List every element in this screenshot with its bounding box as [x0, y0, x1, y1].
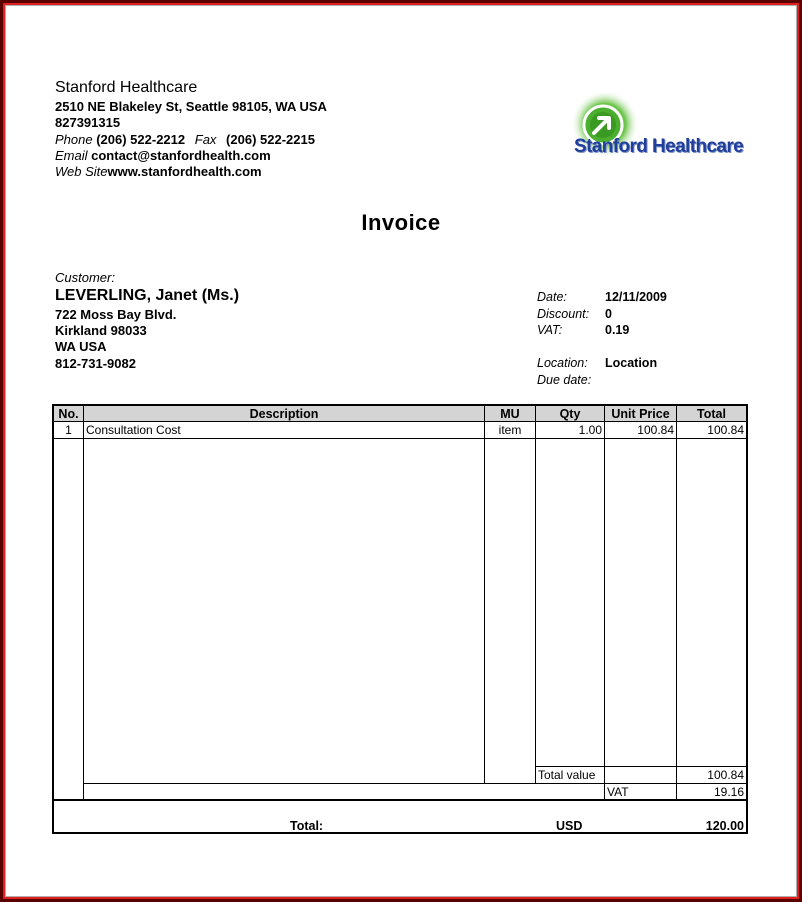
vat-label: VAT [607, 785, 629, 799]
customer-label: Customer: [55, 270, 115, 285]
email-label: Email [55, 148, 88, 163]
fax-label: Fax [194, 132, 217, 147]
customer-region: WA USA [55, 339, 107, 354]
customer-city: Kirkland 98033 [55, 323, 147, 338]
logo-wordmark: Stanford Healthcare [574, 136, 744, 157]
grand-total-label: Total: [290, 819, 324, 833]
header-unit-price: Unit Price [605, 406, 676, 422]
company-web-line [55, 164, 262, 179]
web-value: www.stanfordhealth.com [107, 164, 262, 179]
invoice-title: Invoice [361, 210, 441, 235]
customer-phone: 812-731-9082 [55, 356, 136, 371]
vat-rate-value: 0.19 [605, 323, 630, 337]
date-label: Date: [537, 290, 567, 304]
grand-total-rule [54, 799, 746, 801]
row-total: 100.84 [707, 423, 744, 437]
items-table [52, 404, 748, 834]
web-label: Web Site [55, 164, 108, 179]
company-address: 2510 NE Blakeley St, Seattle 98105, WA USA [55, 99, 327, 114]
row-unit-price: 100.84 [637, 423, 674, 437]
total-value-label: Total value [538, 768, 596, 782]
col-divider-no [83, 406, 84, 799]
row-mu: item [498, 423, 522, 437]
phone-label: Phone [55, 132, 93, 147]
header-qty: Qty [536, 406, 604, 422]
header-mu: MU [485, 406, 535, 422]
customer-street: 722 Moss Bay Blvd. [55, 307, 177, 322]
discount-label: Discount: [537, 307, 590, 321]
company-phone-line [55, 132, 315, 147]
row-description: Consultation Cost [86, 423, 181, 437]
total-value-amount: 100.84 [707, 768, 744, 782]
col-divider-description [484, 406, 485, 783]
fax-value: (206) 522-2215 [226, 132, 315, 147]
company-email-line [55, 148, 271, 163]
due-date-label: Due date: [537, 373, 592, 387]
header-total: Total [677, 406, 746, 422]
email-value: contact@stanfordhealth.com [91, 148, 271, 163]
vat-rule [83, 783, 746, 784]
company-id: 827391315 [55, 115, 121, 130]
row-rule [54, 438, 746, 439]
location-label: Location: [537, 356, 588, 370]
phone-value: (206) 522-2212 [96, 132, 186, 147]
col-divider-mu [535, 406, 536, 783]
customer-name: LEVERLING, Janet (Ms.) [55, 287, 240, 304]
company-name: Stanford Healthcare [55, 79, 198, 96]
header-description: Description [84, 406, 484, 422]
currency: USD [556, 819, 583, 833]
grand-total-amount: 120.00 [705, 819, 744, 833]
col-divider-unit-price [676, 406, 677, 799]
discount-value: 0 [605, 307, 612, 321]
location-value: Location [605, 356, 658, 370]
header-no: No. [54, 406, 83, 422]
date-value: 12/11/2009 [605, 290, 667, 304]
col-divider-qty [604, 406, 605, 799]
vat-amount: 19.16 [713, 785, 744, 799]
vat-rate-label: VAT: [537, 323, 563, 337]
row-no: 1 [65, 423, 72, 437]
row-qty: 1.00 [578, 423, 602, 437]
